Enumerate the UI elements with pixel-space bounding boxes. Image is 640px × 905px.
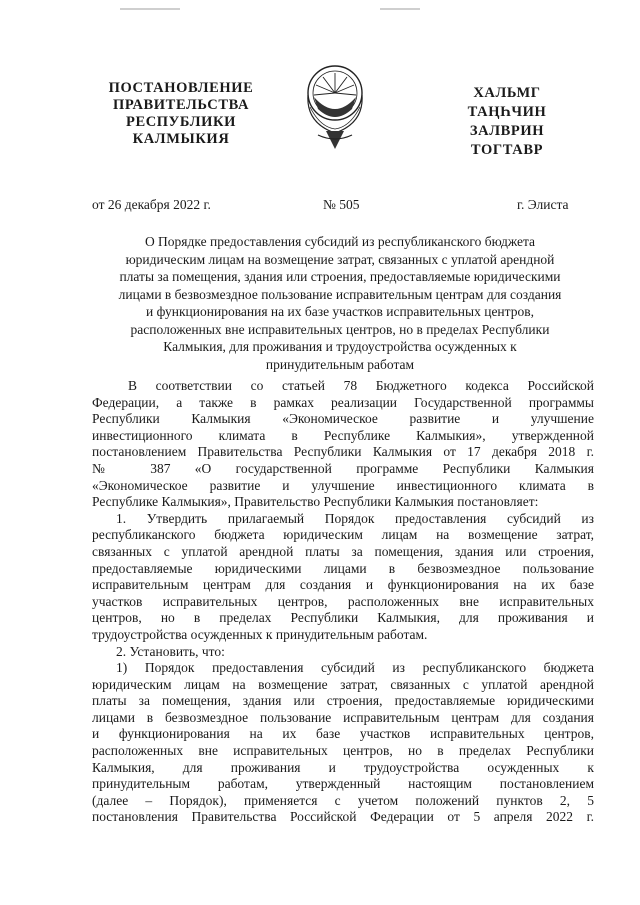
body-line: Калмыкия, для проживания и трудоустройства осужденных к	[92, 759, 594, 775]
title-line: и функционирования на их базе участков исправительных центров,	[146, 304, 534, 319]
body-line: республиканского бюджета юридическим лицам на возмещение затрат,	[92, 527, 594, 543]
body-line: исправительным центрам для создания и функционирования на их базе	[92, 577, 594, 593]
header-left-line: ПОСТАНОВЛЕНИЕ	[108, 80, 254, 96]
body-line: 1. Утвердить прилагаемый Порядок предоставления субсидий из	[116, 510, 594, 526]
body-line: (далее – Порядок), применяется с учетом положений пунктов 2, 5	[92, 792, 594, 808]
body-line: центров, но в пределах Республики Калмыкия, для проживания и	[92, 610, 594, 626]
document-title	[110, 233, 570, 373]
header-left-line: РЕСПУБЛИКИ	[125, 114, 237, 130]
body-line: юридическим лицам на возмещение затрат, связанных с уплатой арендной	[92, 676, 594, 692]
title-line: принудительным работам	[265, 356, 415, 372]
header-left-line: ПРАВИТЕЛЬСТВА	[112, 97, 250, 113]
body-line: трудоустройства осужденных к принудительным работам.	[92, 626, 428, 642]
body-line: лицами в безвозмездное пользование исправительным центрам для создания	[92, 709, 594, 725]
header-right-title	[452, 84, 562, 160]
body-line: 2. Установить, что:	[116, 643, 225, 659]
title-line: О Порядке предоставления субсидий из республиканского бюджета	[144, 234, 536, 249]
title-line: лицами в безвозмездное пользование исправительным центрам для создания	[118, 286, 562, 302]
body-line: постановления Правительства Российской Федерации от 5 апреля 2022 г.	[92, 809, 594, 825]
document-city: г. Элиста	[517, 197, 569, 212]
title-line: платы за помещения, здания или строения, предоставляемые юридическими	[119, 269, 561, 284]
document-body	[92, 378, 594, 826]
body-line: «Экономическое развитие и улучшение инвестиционного климата в	[92, 477, 594, 493]
document-number: № 505	[323, 197, 360, 212]
title-line: юридическим лицам на возмещение затрат, связанных с уплатой арендной	[125, 251, 555, 267]
body-line: Республике Калмыкия», Правительство Республики Калмыкия постановляет:	[92, 494, 539, 510]
body-line: участков исправительных центров, расположенных вне исправительных	[92, 593, 594, 609]
body-line: постановлением Правительства Республики Калмыкия от 17 декабря 2018 г.	[92, 444, 594, 460]
body-line: связанных с уплатой арендной платы за помещения, здания или строения,	[92, 543, 594, 559]
title-line: Калмыкия, для проживания и трудоустройства осужденных к	[163, 339, 517, 354]
header-right-line: ХАЛЬМГ	[473, 85, 541, 101]
header-left-title	[96, 80, 266, 148]
body-line: принудительным работам, утвержденный настоящим постановлением	[92, 776, 594, 792]
body-line: инвестиционного климата в Республике Калмыкия», утвержденной	[92, 427, 594, 443]
body-line: Республики Калмыкия «Экономическое развитие и улучшение	[92, 411, 594, 427]
header-right-line: ЗАЛВРИН	[469, 123, 545, 139]
scan-artifact	[120, 8, 180, 10]
header-right-line: ТАҢҺЧИН	[467, 104, 547, 120]
body-line: Федерации, а также в рамках реализации Государственной программы	[92, 394, 594, 410]
body-line: В соответствии со статьей 78 Бюджетного кодекса Российской	[128, 378, 594, 393]
body-line: 1) Порядок предоставления субсидий из республиканского бюджета	[116, 660, 594, 676]
body-line: № 387 «О государственной программе Республики Калмыкия	[92, 460, 594, 476]
body-line: платы за помещения, здания или строения, предоставляемые юридическими	[92, 693, 594, 709]
body-line: предоставляемые юридическими лицами в безвозмездное пользование	[92, 560, 594, 576]
coat-of-arms-emblem	[300, 63, 370, 155]
scan-artifact	[380, 8, 420, 10]
body-line: и функционирования на их базе участков исправительных центров,	[92, 726, 594, 742]
header-left-line: КАЛМЫКИЯ	[132, 131, 230, 147]
header-right-line: ТОГТАВР	[470, 142, 544, 158]
body-line: расположенных вне исправительных центров, но в пределах Республики	[92, 743, 594, 759]
title-line: расположенных вне исправительных центров, но в пределах Республики	[130, 321, 550, 337]
document-date: от 26 декабря 2022 г.	[92, 197, 211, 212]
